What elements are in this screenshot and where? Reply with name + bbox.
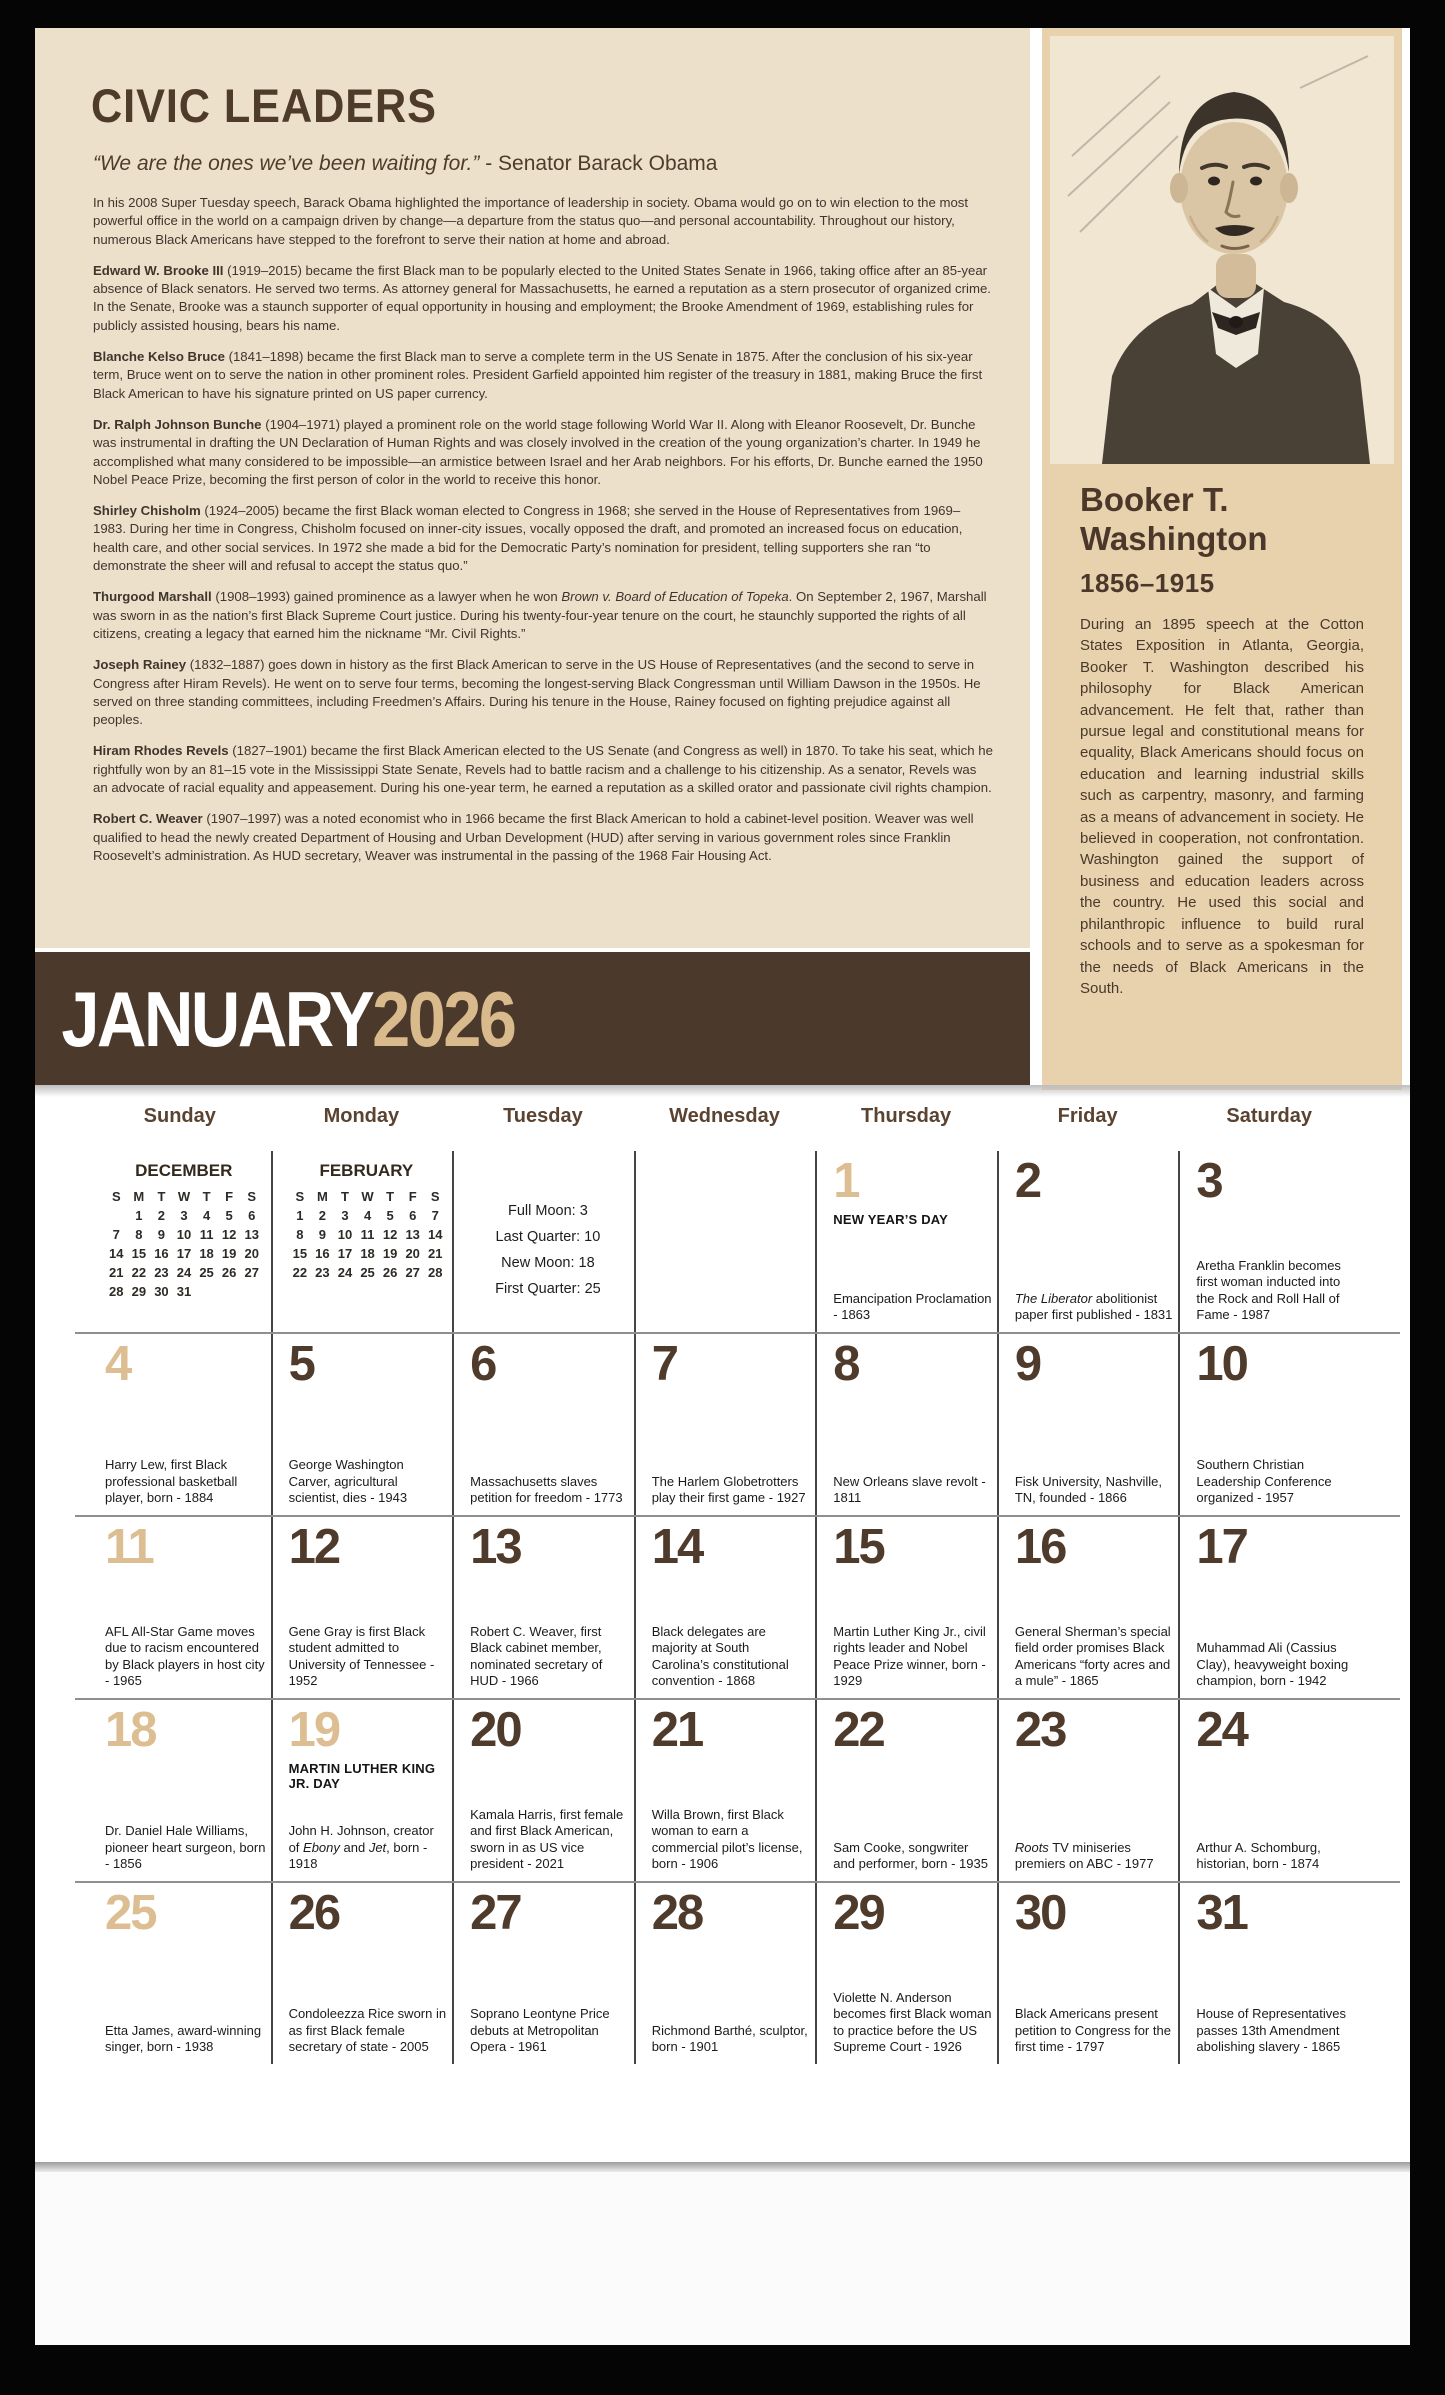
- day-number: 21: [651, 1703, 703, 1757]
- holiday-label: MARTIN LUTHER KING JR. DAY: [288, 1760, 436, 1791]
- mini-calendar-day: 11: [199, 1227, 214, 1242]
- day-event: The Liberator abolitionist paper first published - 1831: [1014, 1290, 1173, 1323]
- mini-calendar-weekday: T: [157, 1189, 166, 1204]
- day-event: John H. Johnson, creator of Ebony and Jet, born - 1918: [288, 1823, 434, 1872]
- quote-line: [93, 152, 717, 176]
- day-cell: [1178, 1700, 1360, 1881]
- day-event: Dr. Daniel Hale Williams, pioneer heart surgeon, born - 1856: [105, 1823, 266, 1872]
- day-cell: [89, 1883, 271, 2064]
- mini-calendar: [89, 1151, 271, 1332]
- day-cell: [634, 1700, 816, 1881]
- leader-name-line1: Booker T.: [1080, 481, 1229, 518]
- mini-calendar-day: 12: [382, 1227, 398, 1242]
- mini-calendar-grid: [105, 1189, 263, 1299]
- year-label: 2026: [372, 974, 515, 1063]
- mini-calendar-day: 25: [199, 1265, 214, 1280]
- day-number: 3: [1196, 1154, 1222, 1208]
- leader-bio: During an 1895 speech at the Cotton States Exposition in Atlanta, Georgia, Booker T. Washington described his philosophy for Black American advancement. He felt that, rather than pursue legal and constitutional means for equality, Black Americans should focus on education and learning industrial skills such as carpentry, masonry, and farming as a means of advancement in society. He believed in cooperation, not confrontation. Washington gained the support of business and education leaders across the country. He used this social and philanthropic influence to build rural schools and to serve as a spokesman for the needs of Black Americans in the South.: [1080, 616, 1364, 997]
- mini-calendar-day: 22: [292, 1265, 308, 1280]
- mini-calendar-weekday: S: [247, 1189, 257, 1204]
- day-cell: [815, 1883, 997, 2064]
- calendar-grid: [35, 1105, 1410, 2064]
- mini-calendar-weekday: T: [341, 1189, 349, 1204]
- mini-calendar-weekday: F: [225, 1189, 234, 1204]
- day-cell: [997, 1334, 1179, 1515]
- mini-calendar-day: 1: [296, 1208, 304, 1223]
- day-cell: [1178, 1151, 1360, 1332]
- moon-phase: New Moon: 18: [501, 1255, 595, 1271]
- day-cell: [271, 1517, 453, 1698]
- day-number: 11: [105, 1520, 153, 1574]
- leader-name-lead: Dr. Ralph Johnson Bunche: [93, 416, 262, 432]
- article-paragraph: Dr. Ralph Johnson Bunche (1904–1971) played a prominent role on the world stage following World War II. Along with Eleanor Roosevelt, Dr. Bunche was instrumental in drafting the UN Declaration of Human Rights and was closely involved in the creation of the young organization’s charter. In 1949 he accomplished what many considered to be impossible—an armistice between Israel and her Arab neighbors. For his efforts, Dr. Bunche earned the 1950 Nobel Peace Prize, becoming the first person of color in the world to receive this honor.: [93, 416, 983, 487]
- featured-leader-sidebar: [1042, 28, 1402, 1090]
- mini-calendar-day: 18: [360, 1246, 375, 1261]
- weekday-header: Monday: [323, 1105, 400, 1127]
- day-number: 16: [1014, 1520, 1066, 1574]
- day-cell: [271, 1334, 453, 1515]
- day-cell: [1178, 1334, 1360, 1515]
- day-event: Roots TV miniseries premiers on ABC - 1977: [1014, 1839, 1154, 1872]
- mini-calendar-day: 9: [318, 1227, 327, 1242]
- day-event: Southern Christian Leadership Conference organized - 1957: [1196, 1457, 1332, 1506]
- mini-calendar-day: 21: [428, 1246, 443, 1261]
- mini-calendar-day: 19: [382, 1246, 398, 1261]
- mini-calendar-weekday: S: [111, 1189, 121, 1204]
- day-number: 18: [105, 1703, 156, 1757]
- day-number: 14: [651, 1520, 703, 1574]
- mini-calendar-weekday: M: [133, 1189, 145, 1204]
- day-number: 23: [1014, 1703, 1066, 1757]
- day-event: Richmond Barthé, sculptor, born - 1901: [651, 2022, 808, 2055]
- day-number: 31: [1196, 1886, 1247, 1940]
- day-event: Harry Lew, first Black professional basketball player, born - 1884: [105, 1457, 238, 1506]
- mini-calendar-day: 3: [180, 1208, 188, 1223]
- mini-calendar-weekday: W: [361, 1189, 374, 1204]
- article-paragraph: Robert C. Weaver (1907–1997) was a noted economist who in 1966 became the first Black American to hold a cabinet-level position. Weaver was well qualified to head the newly created Department of Housing and Urban Development (HUD) after serving in various government roles since Franklin Roosevelt’s administration. As HUD secretary, Weaver was instrumental in the passing of the 1968 Fair Housing Act.: [93, 811, 974, 863]
- day-cell: [271, 1700, 453, 1881]
- day-number: 2: [1014, 1154, 1041, 1208]
- day-number: 20: [470, 1703, 521, 1757]
- mini-calendar-day: 13: [405, 1227, 420, 1242]
- mini-calendar-day: 10: [337, 1227, 353, 1242]
- mini-calendar-day: 23: [315, 1265, 330, 1280]
- week-row: [89, 1700, 1360, 1881]
- day-event: Etta James, award-winning singer, born - 1938: [105, 2022, 262, 2055]
- mini-calendar-day: 7: [112, 1227, 120, 1242]
- weekday-header: Tuesday: [503, 1105, 583, 1127]
- day-number: 28: [651, 1886, 703, 1940]
- day-number: 5: [288, 1337, 314, 1391]
- moon-phase: Full Moon: 3: [508, 1203, 588, 1219]
- weekday-header: Sunday: [143, 1105, 216, 1127]
- mini-calendar-weekday: S: [295, 1189, 305, 1204]
- mini-calendar-day: 26: [382, 1265, 398, 1280]
- mini-calendar-day: [218, 1284, 241, 1299]
- mini-calendar-day: 10: [176, 1227, 192, 1242]
- mini-calendar-day: 17: [337, 1246, 353, 1261]
- mini-calendar-day: 4: [363, 1208, 372, 1223]
- mini-calendar-day: 26: [221, 1265, 237, 1280]
- mini-calendar-day: 2: [157, 1208, 166, 1223]
- mini-calendar-day: 15: [292, 1246, 308, 1261]
- mini-calendar-day: 28: [428, 1265, 443, 1280]
- day-number: 4: [105, 1337, 131, 1391]
- holiday-label: NEW YEAR’S DAY: [833, 1211, 949, 1227]
- mini-calendar-day: 1: [135, 1208, 143, 1223]
- day-event: Black Americans present petition to Congress for the first time - 1797: [1014, 2006, 1171, 2055]
- day-number: 22: [833, 1703, 884, 1757]
- mini-calendar-day: 6: [409, 1208, 417, 1223]
- weekday-header: Thursday: [861, 1105, 952, 1127]
- day-event: Sam Cooke, songwriter and performer, born - 1935: [833, 1839, 988, 1872]
- weekday-header: Friday: [1057, 1105, 1118, 1127]
- mini-calendar-day: 29: [131, 1284, 147, 1299]
- day-cell: [452, 1883, 634, 2064]
- day-event: Emancipation Proclamation - 1863: [833, 1290, 992, 1323]
- day-cell: [634, 1883, 816, 2064]
- mini-calendar-day: 5: [225, 1208, 233, 1223]
- leader-years: 1856–1915: [1080, 568, 1215, 598]
- day-cell: [997, 1517, 1179, 1698]
- day-cell: [634, 1334, 816, 1515]
- mini-calendar-day: 6: [248, 1208, 256, 1223]
- mini-calendar-weekday: W: [177, 1189, 191, 1204]
- leader-name-lead: Blanche Kelso Bruce: [93, 349, 225, 365]
- day-event: The Harlem Globetrotters play their first game - 1927: [651, 1473, 806, 1506]
- mini-calendar-day: 4: [202, 1208, 211, 1223]
- page-title: CIVIC LEADERS: [91, 79, 437, 132]
- day-event: Willa Brown, first Black woman to earn a commercial pilot’s license, born - 1906: [651, 1806, 803, 1872]
- week-row: [89, 1883, 1360, 2064]
- article-paragraph: Shirley Chisholm (1924–2005) became the first Black woman elected to Congress in 1968; she served in the House of Representatives from 1969–1983. During her time in Congress, Chisholm focused on inner-city issues, vocally opposed the draft, and promoted an increased focus on education, health care, and other social services. In 1972 she made a bid for the Democratic Party’s nomination for president, telling supporters she ran “to demonstrate the sheer will and refusal to accept the status quo.”: [93, 503, 963, 574]
- day-number: 30: [1014, 1886, 1066, 1940]
- day-cell: [452, 1700, 634, 1881]
- backing-sheet: [35, 2172, 1410, 2345]
- mini-calendar-day: 24: [337, 1265, 353, 1280]
- mini-calendar-day: 15: [131, 1246, 147, 1261]
- mini-calendar-grid: [289, 1189, 447, 1280]
- day-event: General Sherman’s special field order promises Black Americans “forty acres and a mule” - 1865: [1014, 1623, 1171, 1689]
- week-row: [89, 1517, 1360, 1698]
- mini-calendar-day: 27: [405, 1265, 420, 1280]
- sheet-shadow: [35, 1085, 1410, 1097]
- mini-calendar-day: 14: [428, 1227, 443, 1242]
- calendar-weeks: [89, 1151, 1360, 2064]
- leader-name: [1080, 480, 1268, 558]
- mini-calendar-day: 5: [386, 1208, 394, 1223]
- mini-calendar-day: 30: [154, 1284, 169, 1299]
- mini-calendar-day: 31: [176, 1284, 192, 1299]
- day-cell: [997, 1151, 1179, 1332]
- leader-name-line2: Washington: [1080, 520, 1268, 557]
- day-event: Muhammad Ali (Cassius Clay), heavyweight boxing champion, born - 1942: [1196, 1640, 1349, 1689]
- mini-calendar-day: 8: [135, 1227, 143, 1242]
- day-number: 25: [105, 1886, 156, 1940]
- mini-calendar-day: [105, 1208, 128, 1223]
- day-number: 1: [833, 1154, 859, 1208]
- day-cell: [89, 1517, 271, 1698]
- leader-name-lead: Robert C. Weaver: [93, 811, 203, 827]
- moon-phases-cell: [452, 1151, 634, 1332]
- leader-name-lead: Hiram Rhodes Revels: [93, 743, 229, 759]
- day-number: 9: [1014, 1337, 1041, 1391]
- moon-phase: Last Quarter: 10: [495, 1229, 601, 1245]
- article-paragraphs: [93, 194, 993, 878]
- day-cell: [89, 1700, 271, 1881]
- mini-calendar-month: FEBRUARY: [319, 1161, 414, 1180]
- day-cell: [1178, 1883, 1360, 2064]
- mini-calendar-day: 23: [154, 1265, 169, 1280]
- day-cell: [89, 1334, 271, 1515]
- mini-calendar-day: 11: [360, 1227, 375, 1242]
- mini-calendar-day: 9: [157, 1227, 166, 1242]
- day-cell: [452, 1517, 634, 1698]
- mini-calendar-weekday: T: [386, 1189, 395, 1204]
- booker-t-washington-portrait-sketch: [1050, 36, 1394, 464]
- weekday-header: Wednesday: [669, 1105, 780, 1127]
- article-paragraph: Edward W. Brooke III (1919–2015) became the first Black man to be popularly elected to the United States Senate in 1966, taking office after an 85-year absence of Black senators. He served two terms. As attorney general for Massachusetts, he earned a reputation as a stern prosecutor of organized crime. In the Senate, Brooke was a staunch supporter of equal opportunity in housing and employment; the Brooke Amendment of 1969, establishing rules for publicly assisted housing, bears his name.: [93, 262, 991, 333]
- day-cell: [815, 1517, 997, 1698]
- day-number: 27: [470, 1886, 521, 1940]
- leader-name-lead: Shirley Chisholm: [93, 503, 201, 519]
- week-row: [89, 1334, 1360, 1515]
- day-cell: [271, 1883, 453, 2064]
- mini-calendar-day: 25: [360, 1265, 375, 1280]
- day-cell: [997, 1700, 1179, 1881]
- day-event: Aretha Franklin becomes first woman inducted into the Rock and Roll Hall of Fame - 1987: [1196, 1257, 1341, 1323]
- day-cell: [815, 1334, 997, 1515]
- day-number: 8: [833, 1337, 859, 1391]
- article-paragraph: Thurgood Marshall (1908–1993) gained prominence as a lawyer when he won Brown v. Board of Education of Topeka. On September 2, 1967, Marshall was sworn in as the nation’s first Black Supreme Court justice. During his twenty-four-year tenure on the court, he staunchly supported the rights of all citizens, creating a legacy that earned him the nickname “Mr. Civil Rights.”: [93, 589, 987, 641]
- civic-leaders-panel: [35, 28, 1030, 948]
- mini-calendar-day: [240, 1284, 263, 1299]
- mini-calendar-day: 17: [176, 1246, 192, 1261]
- day-event: Gene Gray is first Black student admitted to University of Tennessee - 1952: [288, 1623, 435, 1689]
- day-number: 19: [288, 1703, 340, 1757]
- day-number: 13: [470, 1520, 521, 1574]
- day-number: 29: [833, 1886, 884, 1940]
- mini-calendar-weekday: M: [316, 1189, 328, 1204]
- leader-name-lead: Joseph Rainey: [93, 657, 187, 673]
- day-event: Martin Luther King Jr., civil rights leader and Nobel Peace Prize winner, born - 1929: [833, 1623, 986, 1689]
- mini-calendar-day: 2: [318, 1208, 327, 1223]
- mini-calendar-day: 21: [109, 1265, 124, 1280]
- day-event: Condoleezza Rice sworn in as first Black female secretary of state - 2005: [288, 2006, 447, 2055]
- mini-calendar-day: 20: [405, 1246, 420, 1261]
- mini-calendar-day: 13: [244, 1227, 259, 1242]
- quote-attribution: - Senator Barack Obama: [479, 152, 718, 175]
- mini-calendar-day: 28: [109, 1284, 124, 1299]
- weekday-header-row: [89, 1105, 1360, 1151]
- day-event: New Orleans slave revolt - 1811: [833, 1473, 986, 1506]
- week-row: [89, 1151, 1360, 1332]
- day-number: 26: [288, 1886, 340, 1940]
- mini-calendar-day: 27: [244, 1265, 259, 1280]
- mini-calendar-day: 14: [109, 1246, 124, 1261]
- article-paragraph: Hiram Rhodes Revels (1827–1901) became the first Black American elected to the US Senate (and Congress as well) in 1870. To take his seat, which he rightfully won by an 81–15 vote in the Mississippi State Senate, Revels had to battle racism and a challenge to his citizenship. As a senator, Revels was an advocate of racial equality and appeasement. During his one-year term, he earned a reputation as a skilled orator and passionate civil rights champion.: [93, 743, 993, 796]
- day-event: House of Representatives passes 13th Amendment abolishing slavery - 1865: [1196, 2006, 1347, 2055]
- mini-calendar-day: 8: [296, 1227, 304, 1242]
- moon-phase: First Quarter: 25: [495, 1281, 601, 1297]
- day-cell: [1178, 1517, 1360, 1698]
- month-label: JANUARY: [61, 974, 373, 1063]
- article-paragraph: Blanche Kelso Bruce (1841–1898) became the first Black man to serve a complete term in the US Senate in 1875. After the conclusion of his six-year term, Bruce went on to serve the nation in other prominent roles. President Garfield appointed him register of the treasury in 1881, making Bruce the first Black American to have his signature printed on US paper currency.: [93, 349, 983, 401]
- day-cell: [997, 1883, 1179, 2064]
- day-number: 15: [833, 1520, 884, 1574]
- day-number: 6: [470, 1337, 496, 1391]
- mini-calendar-day: 19: [221, 1246, 237, 1261]
- day-number: 17: [1196, 1520, 1247, 1574]
- month-banner-text: [35, 974, 515, 1063]
- mini-calendar-day: 12: [221, 1227, 237, 1242]
- mini-calendar-day: 22: [131, 1265, 147, 1280]
- mini-calendar: [271, 1151, 453, 1332]
- article-paragraph: In his 2008 Super Tuesday speech, Barack Obama highlighted the importance of leadership in society. Obama would go on to win election to the most powerful office in the world on a campaign driven by change—a departure from the status quo—and personal accountability. Throughout our history, numerous Black Americans have stepped to the forefront to serve their nation at home and abroad.: [93, 195, 969, 247]
- mini-calendar-day: [195, 1284, 218, 1299]
- day-event: Robert C. Weaver, first Black cabinet member, nominated secretary of HUD - 1966: [470, 1623, 603, 1689]
- day-event: AFL All-Star Game moves due to racism encountered by Black players in host city - 1965: [105, 1623, 265, 1689]
- leader-name-lead: Thurgood Marshall: [93, 589, 212, 605]
- mini-calendar-weekday: S: [430, 1189, 440, 1204]
- mini-calendar-day: 18: [199, 1246, 214, 1261]
- day-event: Violette N. Anderson becomes first Black woman to practice before the US Supreme Court - 1926: [833, 1989, 992, 2055]
- day-event: George Washington Carver, agricultural scientist, dies - 1943: [288, 1457, 408, 1506]
- mini-calendar-weekday: T: [202, 1189, 211, 1204]
- mini-calendar-month: DECEMBER: [135, 1161, 233, 1180]
- mini-calendar-day: 20: [244, 1246, 259, 1261]
- day-cell: [634, 1517, 816, 1698]
- day-event: Soprano Leontyne Price debuts at Metropolitan Opera - 1961: [470, 2006, 610, 2055]
- mini-calendar-day: 24: [176, 1265, 192, 1280]
- empty-cell: [634, 1151, 816, 1332]
- mini-calendar-weekday: F: [408, 1189, 417, 1204]
- day-event: Arthur A. Schomburg, historian, born - 1874: [1196, 1839, 1321, 1872]
- leader-name-lead: Edward W. Brooke III: [93, 262, 224, 278]
- bottom-sheet-shadow: [35, 2162, 1410, 2172]
- day-number: 7: [651, 1337, 677, 1391]
- day-event: Fisk University, Nashville, TN, founded - 1866: [1014, 1473, 1162, 1506]
- day-cell: [815, 1151, 997, 1332]
- mini-calendar-day: 16: [315, 1246, 330, 1261]
- day-number: 24: [1196, 1703, 1247, 1757]
- day-cell: [815, 1700, 997, 1881]
- weekday-header: Saturday: [1226, 1105, 1312, 1127]
- mini-calendar-day: 3: [341, 1208, 349, 1223]
- article-paragraph: Joseph Rainey (1832–1887) goes down in history as the first Black American to serve in the US House of Representatives (and the second to serve in Congress after Hiram Revels). He went on to serve four terms, becoming the longest-serving Black Congressman until William Dawson in the 1950s. He served on three standing committees, including Freedmen’s Affairs. During his tenure in the House, Rainey focused on fighting prejudice against all peoples.: [93, 657, 981, 728]
- day-event: Kamala Harris, first female and first Black American, sworn in as US vice president - 2021: [470, 1806, 624, 1872]
- day-cell: [452, 1334, 634, 1515]
- quote-text: “We are the ones we’ve been waiting for.”: [93, 152, 480, 175]
- day-event: Black delegates are majority at South Carolina’s constitutional convention - 1868: [651, 1623, 789, 1689]
- mini-calendar-day: 7: [431, 1208, 439, 1223]
- day-event: Massachusetts slaves petition for freedom - 1773: [470, 1473, 623, 1506]
- mini-calendar-day: 16: [154, 1246, 169, 1261]
- day-number: 10: [1196, 1337, 1247, 1391]
- month-banner: [35, 952, 1030, 1085]
- day-number: 12: [288, 1520, 340, 1574]
